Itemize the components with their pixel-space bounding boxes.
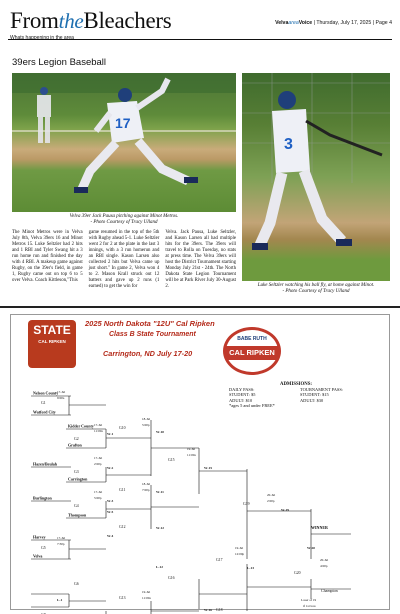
publication-info [275, 20, 392, 26]
advance-label: L-12 [156, 565, 163, 569]
game-time: 11:00a [142, 596, 151, 600]
team-name: Grafton [68, 442, 82, 448]
team-name: Nelson County [33, 390, 59, 396]
game-number: G5 [41, 546, 46, 550]
advance-label: W-10 [156, 430, 165, 434]
team-name: Burlington [33, 495, 52, 501]
game-time: 2:00p [94, 462, 102, 466]
advance-label: W-3 [107, 499, 114, 503]
game-number: G4 [74, 504, 79, 508]
game-number: G12 [119, 525, 126, 529]
game-time: 12:00p [235, 552, 245, 556]
game-time: 20-Jul [320, 558, 329, 562]
pitcher-photo-caption: Velva 39er Jack Pausa pitching against Minot Metros. - Photo Courtesy of Tracy Ulland [69, 214, 179, 226]
masthead [8, 6, 392, 40]
svg-text:3: 3 [284, 136, 293, 153]
advance-label: W-1 [107, 432, 114, 436]
advance-label: W-5 [107, 510, 114, 514]
cal-ripken-logo: BABE RUTH CAL RIPKEN [223, 327, 281, 375]
advance-label: W-16 [204, 608, 213, 612]
article-headline: 39ers Legion Baseball [12, 57, 107, 68]
game-time: 17-Jul [94, 490, 103, 494]
background-player [37, 87, 51, 143]
game-time: 7:00p [142, 488, 150, 492]
tournament-adult-price: ADULT: $30 [300, 397, 324, 403]
state-tournament-logo: STATE CAL RIPKEN [28, 320, 76, 368]
game-number: G17 [216, 558, 223, 562]
game-time: 7:30p [57, 542, 65, 546]
daily-student-price: STUDENT: $5 [229, 392, 256, 398]
tournament-student-price: STUDENT: $15 [300, 392, 329, 398]
game-number: G16 [168, 576, 175, 580]
game-number: G3 [74, 470, 79, 474]
winner-label: WINNER [311, 525, 328, 530]
section-divider [0, 306, 400, 308]
game-number: G2 [74, 437, 79, 441]
section-tagline: Whats happening in the area [10, 35, 74, 41]
tournament-subtitle: Class B State Tournament [109, 331, 196, 338]
game-number: G10 [119, 426, 126, 430]
daily-pass-label: DAILY PASS: [229, 387, 255, 393]
advance-label: W-19 [281, 508, 290, 512]
game-time: 18-Jul [142, 417, 151, 421]
advance-label: W-4 [107, 534, 114, 538]
game-time: 4:00p [320, 564, 328, 568]
game-time: 2:00p [267, 499, 275, 503]
game-time: 5:00p [94, 496, 102, 500]
team-name: Thompson [68, 512, 87, 518]
loss-note: if 1st loss [303, 604, 316, 608]
game-number: G1 [41, 401, 46, 405]
advance-label: W-11 [156, 490, 164, 494]
free-admission-note: *ages 5 and under FREE* [229, 402, 275, 408]
game-time: 5:00p [142, 423, 150, 427]
bracket-diagram [11, 315, 389, 612]
game-number: G13 [119, 596, 126, 600]
article-column-3: Velva. Jack Pausa, Luke Seltzler, and Kason Larsen all had multiple hits for the 39ers. The 39ers will travel to Rolla on Tuesday, no stats at press time. The Velva 39ers will host the District Tournament starting Monday July 21st - 24th. The North Dakota State Legion Tournament will be at Park River July 30-August 2. [165, 230, 237, 289]
batter-figure [252, 91, 382, 250]
advance-label: L-13 [247, 566, 254, 570]
game-time: 18-Jul [142, 482, 151, 486]
article-column-2: game resumed in the top of the 5th with Rugby ahead 5-1. Luke Seltzler went 2 for 2 at the plate in the last 3 innings, with a 3 run homerun and an RBI single. Kason Larsen also collected 2 hits but Velva came up just short." In game 2, Velva won 4 to 2. Mason Krall struck out 12 batters and gave up 2 runs (1 earned) to get the win for [88, 230, 160, 289]
admissions-title: ADMISSIONS: [280, 382, 312, 387]
batter-photo [242, 73, 390, 281]
team-name: Kidder County [68, 423, 94, 429]
game-time: 20-Jul [267, 493, 276, 497]
champion-label: Champion [321, 588, 338, 593]
game-time: 11:00a [94, 429, 103, 433]
team-name: Hazen/Beulah [33, 461, 58, 467]
advance-label: W-15 [204, 466, 213, 470]
game-time: 17-Jul [94, 423, 103, 427]
game-time: 9:00a [57, 396, 65, 400]
game-time: 19-Jul [235, 546, 244, 550]
publication-name: VelvaareaVoice [275, 20, 313, 26]
advance-label: W-20 [307, 546, 316, 550]
article-body [12, 230, 236, 300]
tournament-pass-label: TOURNAMENT PASS: [300, 387, 343, 393]
daily-adult-price: ADULT: $10 [229, 397, 253, 403]
game-number: G20 [294, 571, 301, 575]
advance-label: W-12 [156, 526, 165, 530]
team-name: Harvey [33, 534, 46, 540]
game-time: 11:00a [187, 453, 196, 457]
game-number: G18 [216, 608, 223, 612]
game-number: G11 [119, 488, 126, 492]
tournament-location: Carrington, ND July 17-20 [103, 349, 193, 358]
svg-text:17: 17 [115, 115, 131, 131]
game-number: G6 [74, 582, 79, 586]
advance-label: W-2 [107, 466, 114, 470]
game-time: 17-Jul [57, 390, 66, 394]
game-time: 17-Jul [57, 536, 66, 540]
batter-photo-caption: Luke Seltzler watching his ball fly, at home against Minot. - Photo Courtesy of Tracy Ulland [257, 283, 375, 295]
issue-date: | Thursday, July 17, 2025 | Page 4 [312, 20, 392, 26]
team-name: Carrington [68, 476, 88, 482]
game-time: 19-Jul [142, 590, 151, 594]
article-column-1: The Minot Metros were in Velva July 8th, Velva 39ers 16 and Minot Metros 15. Luke Seltzler had 2 hits and 1 RBI and Tyler Swang hit a 3 run home run and finished the day with 4 RBI. A makeup game against Rugby, on the 39er's field, in game 1, Rugby came out on top 6 to 5 over Velva. Coach Kittleson,"This [12, 230, 83, 283]
tournament-bracket-ad [10, 314, 390, 610]
tournament-title: 2025 North Dakota "12U" Cal Ripken [85, 319, 215, 328]
game-number: G15 [168, 458, 175, 462]
loser-note: Loser of 19 [301, 598, 317, 602]
team-name: Velva [33, 553, 43, 559]
pitcher-figure [74, 79, 198, 193]
game-number: G19 [243, 502, 250, 506]
game-time: 17-Jul [94, 456, 103, 460]
pitcher-photo [12, 73, 236, 212]
game-time: 19-Jul [187, 447, 196, 451]
paper-section-title: FromtheBleachers [10, 8, 172, 33]
team-name: Watford City [33, 409, 56, 415]
advance-label: L-1 [57, 598, 63, 602]
